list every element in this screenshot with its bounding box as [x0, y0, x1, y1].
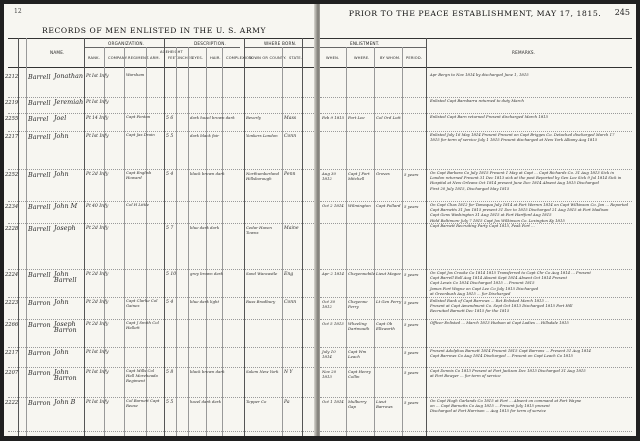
enlistment-number: 2207: [5, 370, 19, 376]
enlistment-number: 2212: [5, 74, 19, 80]
soldier-surname: Barron: [28, 299, 51, 307]
header-rank: RANK.: [88, 56, 100, 60]
physical-description: blue dark light: [190, 299, 220, 304]
col-line: [346, 47, 347, 436]
enlisted-by: Lt Gen Perry: [376, 299, 402, 304]
soldier-surname: Barrell: [28, 99, 51, 107]
physical-description: dark hazel brown dark: [190, 115, 235, 120]
header-top-rule: [320, 38, 632, 39]
physical-description: blue dark dark: [190, 225, 220, 230]
enlistment-place: Wheeling Dartmouth: [348, 321, 370, 331]
birthplace-town: Tepper Co: [246, 399, 267, 404]
height-value: 5 10: [166, 272, 177, 277]
height-value: 5 5: [166, 134, 174, 139]
rank-value: Pt: [86, 204, 91, 209]
remarks-entry: On Capt Hugh Garlands Co 1815 at Fort ... Absent on command at Fort Wayne on ... Capt Barnetts Co Aug 1815 ... Present July 1815 present Discharged at Fort Harrison ... Aug 1815 for term of service: [430, 398, 582, 414]
soldier-surname: Barron: [28, 349, 51, 357]
soldier-given-name: Jeremiah: [54, 98, 84, 106]
header-top-rule: [8, 38, 314, 39]
header-period: PERIOD.: [406, 56, 423, 60]
header-bottom-rule: [320, 67, 632, 68]
regiment-value: Ist Infy: [92, 100, 109, 105]
header-when: WHEN.: [326, 56, 340, 60]
birthplace-state: Eng: [284, 272, 294, 277]
soldier-surname: Barron: [28, 399, 51, 407]
height-value: 5 8: [166, 370, 174, 375]
soldier-surname: Barrell: [28, 73, 51, 81]
soldier-given-name: Joseph Barron: [54, 320, 77, 334]
regiment-value: 2d Infy: [92, 272, 109, 277]
enlistment-number: 2222: [5, 400, 19, 406]
rank-value: Pt: [86, 116, 91, 121]
soldier-given-name: John: [54, 348, 69, 356]
height-value: 5 6: [166, 116, 174, 121]
regiment-value: 40 Infy: [92, 204, 109, 209]
regiment-value: 14 Infy: [92, 116, 109, 121]
header-name: NAME.: [50, 50, 65, 55]
rank-value: Pt: [86, 370, 91, 375]
regiment-value: 2d Infy: [92, 172, 109, 177]
birthplace-town: Cedar Haven Towns: [246, 225, 272, 235]
enlistment-place: Capt Wm Leach: [348, 349, 367, 359]
row-divider: [8, 431, 314, 432]
company-officer: Capt English Howard: [126, 170, 152, 180]
soldier-given-name: Jonathan: [54, 72, 83, 80]
enlistment-number: 2219: [5, 100, 19, 106]
header-town-or-county: TOWN OR COUNTY.: [249, 56, 287, 60]
birthplace-state: Maine: [284, 226, 299, 231]
company-officer: Capt Mills Col Hall Moreheada Regiment: [126, 368, 158, 383]
soldier-given-name: John Barron: [54, 368, 77, 382]
soldier-surname: Barrell: [28, 271, 51, 279]
regiment-value: Ist Infy: [92, 370, 109, 375]
enlistment-number: 2234: [5, 204, 19, 210]
regiment-value: 2d Infy: [92, 300, 109, 305]
enlistment-number: 2217: [5, 350, 19, 356]
enlistment-date: Feb 9 1815: [322, 115, 345, 120]
remarks-entry: Enlisted Rank of Capt Barrows ... Ret Enlisted March 1813 ... Present at Capt Amendment Co. Sept Oct 1813 Discharged 1815 Fort Hill Recruited Barnett Dec 1815 for the 1815: [430, 298, 573, 314]
rank-value: Pt: [86, 300, 91, 305]
birthplace-town: Russ Bradbury: [246, 299, 276, 304]
remarks-entry: Apr Bergn to Nov 1814 by discharged June 1, 1815: [430, 72, 529, 77]
soldier-surname: Barrel: [28, 115, 49, 123]
physical-description: black brown dark: [190, 369, 225, 374]
enlistment-date: Oct 2 1814: [322, 203, 344, 208]
enlistment-place: Fort Lee: [348, 115, 365, 120]
company-officer: Capt Jas Drain: [126, 132, 155, 137]
header-complexion: COMPLEXION.: [226, 56, 254, 60]
birthplace-town: Beverly: [246, 115, 261, 120]
col-line: [104, 47, 105, 436]
enlistment-place: Wilmington: [348, 203, 371, 208]
soldier-surname: Barrell: [28, 133, 51, 141]
enlistment-period: 5 years: [404, 400, 419, 405]
physical-description: dark black fair: [190, 133, 219, 138]
physical-description: black brown dark: [190, 171, 225, 176]
left-ledger-page: [4, 4, 316, 436]
company-officer: Capt Fenton: [126, 114, 151, 119]
height-value: 5 5: [166, 400, 174, 405]
soldier-given-name: John M: [54, 202, 78, 210]
regiment-value: 2d Infy: [92, 226, 109, 231]
header-organization: ORGANIZATION.: [108, 41, 145, 46]
birthplace-state: Penn: [284, 172, 296, 177]
soldier-surname: Barrell: [28, 203, 51, 211]
enlistment-date: Aug 30 1812: [322, 171, 336, 181]
remarks-entry: Capt Dennis Co 1813 Present at Fort Jackson Dec 1813 Discharged 31 Aug 1815 at Fort Bowyer ... for term of service: [430, 368, 586, 379]
col-line: [124, 47, 125, 436]
enlistment-date: Apr 2 1814: [322, 271, 345, 276]
left-page-number: 12: [14, 8, 22, 15]
enlisted-by: Lieut Barrows: [376, 399, 393, 409]
rank-value: Pt: [86, 350, 91, 355]
header-enlistment: ENLISTMENT.: [350, 41, 380, 46]
enlisted-by: Capt Pollard: [376, 203, 401, 208]
rank-value: Pt: [86, 322, 91, 327]
enlistment-number: 2217: [5, 134, 19, 140]
enlistment-period: 5 years: [404, 350, 419, 355]
header-inches: INCHES.: [178, 56, 195, 60]
left-page-title: RECORDS OF MEN ENLISTED IN THE U. S. ARMY: [42, 26, 267, 35]
soldier-surname: Barron: [28, 321, 51, 329]
regiment-value: Ist Infy: [92, 74, 109, 79]
regiment-value: 2d Infy: [92, 322, 109, 327]
soldier-given-name: John: [54, 170, 69, 178]
rank-value: Pt: [86, 100, 91, 105]
header-hair: HAIR.: [210, 56, 221, 60]
enlistment-date: Oct 5 1813: [322, 321, 344, 326]
enlisted-by: Groves: [376, 171, 390, 176]
enlistment-period: 5 years: [404, 370, 419, 375]
company-officer: Warsham: [126, 72, 145, 77]
rank-value: Pt: [86, 400, 91, 405]
enlistment-place: Capt Henry Collin: [348, 369, 371, 379]
enlisted-by: Capt Ob Ellsworth: [376, 321, 395, 331]
rank-value: Pt: [86, 74, 91, 79]
remarks-entry: On Capt Chas 1812 for Tamaqua July 1814 at Fort Warren 1814 on Capt Wilkinson Co. Jan ... Reported Capt Barnetts 31 Jan 1815 present 31 Dec to 1815 Discharged 21 Aug 1815 at Fort Madison Capt Gens Washington 31 Aug 1815 at Fort Hartford Aug 1815 Hidd Baltimore July 7 1815 Capt Jos Wilkinson Co. Lexington Ky 1815 Capt Barnett Recruiting Party Capt 1815, Peak Fort ...: [430, 202, 629, 228]
company-officer: Capt Clarke Col Gaines: [126, 298, 158, 308]
birthplace-state: Conn: [284, 134, 297, 139]
remarks-entry: On Capt Barbara Co July 1815 Present 1 May at Capt ... Capt Richards Co. 31 Aug 1813 Sick in London returned Present 31 Dec 1813 sick at the post Reported by Gen Lee Sick 9 Jul 1814 Sick in Hospital at New Orleans Oct 1814 present June Dec 1814 Absent Aug 1815 Discharged First 20 July 1815, Discharged May 1815: [430, 170, 622, 191]
col-line: [374, 47, 375, 436]
enlistment-date: Nov 20 1813: [322, 369, 337, 379]
birthplace-town: Salem New York: [246, 369, 279, 374]
enlistment-date: Oct 30 1812: [322, 299, 336, 309]
remarks-entry: Enlisted Capt Barn returned Present discharged March 1815: [430, 114, 548, 119]
enlistment-period: 5 years: [404, 204, 419, 209]
enlistment-number: 2224: [5, 272, 19, 278]
remarks-entry: Enlisted July 16 May 1814 Present Present on Capt Brigges Co. Detached discharged March 17 1815 for term of service July 1 1815 Present discharged at New York Albany Aug 1815: [430, 132, 615, 143]
enlisted-by: Col Ord Lott: [376, 115, 401, 120]
enlistment-place: Cheyenne Perry: [348, 299, 368, 309]
regiment-value: Ist Infy: [92, 350, 109, 355]
birthplace-town: Sand Wancastle: [246, 271, 278, 276]
row-divider: [320, 223, 632, 224]
remarks-entry: Present Adolphus Barnett 1814 Present 1815 Capt Barrons ... Present 31 Aug 1814 Capt Barrows Co Aug 1814 Discharged ... Present on Capt Leach Co 1815: [430, 348, 591, 359]
header-feet: FEET.: [168, 56, 179, 60]
soldier-surname: Barron: [28, 369, 51, 377]
header-where-born: WHERE BORN.: [264, 41, 297, 46]
birthplace-town: Northumberland Hillsborough: [246, 171, 280, 181]
row-divider: [320, 431, 632, 432]
rank-value: Pt: [86, 226, 91, 231]
height-value: 5 7: [166, 226, 174, 231]
birthplace-town: Yonkers London: [246, 133, 278, 138]
enlistment-place: Cheyennebile: [348, 271, 375, 276]
regiment-value: Ist Infy: [92, 134, 109, 139]
header-remarks: REMARKS.: [512, 50, 536, 55]
remarks-entry: On Capt Jos Crooke Co 1814 1815 Transferred to Capt Chr Co Aug 1814 ... Present Capt Barrell Roll Aug 1814 Absent Sept 1814 Absent Oct 1814 Present Capt Lewis Co 1814 Discharged 1815 ... Present 1815 James Fort Wayne on Capt Lee Co July 1815 Discharged at Greenbush Aug 1815 ... for Discharged: [430, 270, 591, 296]
birthplace-state: Mass: [284, 116, 297, 121]
company-officer: Capt J Smith Col Hallett: [126, 320, 159, 330]
right-ledger-page: [320, 4, 636, 436]
header-eyes: EYES.: [192, 56, 204, 60]
col-line: [222, 47, 223, 436]
enlisted-by: Lieut Magee: [376, 271, 401, 276]
enlistment-number: 2228: [5, 226, 19, 232]
enlistment-period: 5 years: [404, 272, 419, 277]
rank-value: Pt: [86, 172, 91, 177]
enlistment-date: July 10 1814: [322, 349, 336, 359]
soldier-given-name: John: [54, 132, 69, 140]
right-page-title: PRIOR TO THE PEACE ESTABLISHMENT, MAY 17, 1815.: [348, 9, 602, 18]
rank-value: Pt: [86, 272, 91, 277]
birthplace-state: N Y: [284, 370, 293, 375]
header-regiment: REGIMENT.: [128, 56, 150, 60]
company-officer: Col H Little: [126, 202, 149, 207]
regiment-value: Ist Infy: [92, 400, 109, 405]
enlistment-number: 2266: [5, 322, 19, 328]
rank-value: Pt: [86, 134, 91, 139]
enlistment-period: 5 years: [404, 300, 419, 305]
right-page-number: 245: [614, 8, 630, 17]
header-arm: ARM.: [150, 56, 160, 60]
soldier-given-name: Joseph: [54, 224, 76, 232]
enlistment-period: 5 years: [404, 322, 419, 327]
soldier-given-name: John B: [54, 398, 76, 406]
where-born-subrule: [244, 47, 314, 48]
physical-description: grey brown dark: [190, 271, 223, 276]
birthplace-state: Conn: [284, 300, 297, 305]
header-by-whom: BY WHOM.: [380, 56, 401, 60]
header-age: AGE.: [160, 50, 170, 54]
soldier-given-name: John: [54, 298, 69, 306]
header-description: DESCRIPTION.: [194, 41, 227, 46]
soldier-surname: Barrell: [28, 225, 51, 233]
physical-description: hazel dark dark: [190, 399, 221, 404]
remarks-entry: Enlisted Capt Barnbarra returned to duty March: [430, 98, 524, 103]
soldier-given-name: Joel: [54, 114, 67, 122]
col-line: [206, 47, 207, 436]
remarks-entry: Officer Enlisted ... March 1813 Hudson at Capt Ladies ... Hillsdale 1815: [430, 320, 569, 325]
enlistment-subrule: [320, 47, 426, 48]
col-line: [176, 47, 177, 436]
enlistment-place: Capt J Fort Mitchell: [348, 171, 370, 181]
birthplace-state: Pa: [284, 400, 290, 405]
header-bottom-rule: [8, 67, 314, 68]
enlistment-place: Mulberry Gap: [348, 399, 367, 409]
col-line: [402, 47, 403, 436]
header-height: HEIGHT: [168, 50, 183, 54]
enlistment-number: 2252: [5, 172, 19, 178]
height-value: 5 4: [166, 172, 174, 177]
header-company: COMPANY.: [108, 56, 128, 60]
enlistment-number: 2255: [5, 116, 19, 122]
enlistment-period: 5 years: [404, 172, 419, 177]
enlistment-number: 2223: [5, 300, 19, 306]
soldier-given-name: John Barrell: [54, 270, 77, 284]
col-line: [282, 47, 283, 436]
soldier-surname: Barrell: [28, 171, 51, 179]
height-value: 5 4: [166, 300, 174, 305]
header-where: WHERE.: [354, 56, 370, 60]
header-state: STATE.: [289, 56, 303, 60]
col-line: [188, 47, 189, 436]
enlistment-date: Oct 1 1814: [322, 399, 344, 404]
company-officer: Col Barnett Capt Reese: [126, 398, 160, 408]
